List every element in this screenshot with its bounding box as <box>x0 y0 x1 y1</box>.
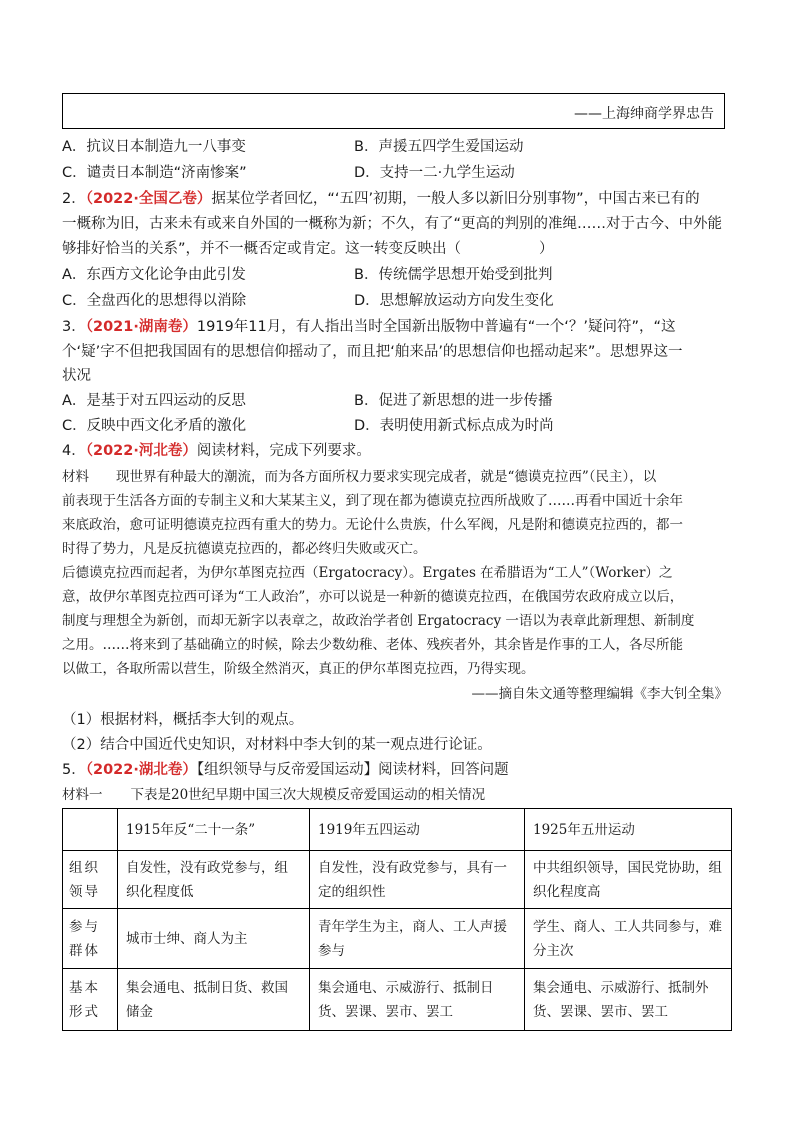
q5-header <box>62 758 509 779</box>
q3-option-c[interactable]: C．反映中西文化矛盾的激化 <box>62 418 247 434</box>
q3-option-a[interactable]: A．是基于对五四运动的反思 <box>62 393 246 409</box>
table-cell: 集会通电、示威游行、抵制日货、罢课、罢市、罢工 <box>310 969 525 1031</box>
q5-tag: 【组织领导与反帝爱国运动】阅读材料，回答问题 <box>196 762 509 778</box>
q2-source: （2022·全国乙卷） <box>85 191 212 207</box>
table-corner <box>63 809 118 851</box>
q4-header <box>62 439 371 460</box>
q3-line2: 个‘疑’字不但把我国固有的思想信仰摇动了，而且把‘舶来品’的思想信仰也摇动起来”。思想界这一 <box>62 344 683 360</box>
q3-number: 3． <box>62 319 86 335</box>
q2-option-a[interactable]: A．东西方文化论争由此引发 <box>62 267 246 283</box>
q1-option-b[interactable]: B．声援五四学生爱国运动 <box>354 139 524 155</box>
table-cell: 中共组织领导，国民党协助，组织化程度高 <box>525 851 732 909</box>
q3-option-d[interactable]: D．表明使用新式标点成为时尚 <box>354 418 554 434</box>
q3-line3: 状况 <box>62 368 91 384</box>
q5-material-label: 材料一 <box>62 787 103 803</box>
q2-text-1: 据某位学者回忆，“‘五四’初期，一般人多以新旧分别事物”，中国古来已有的 <box>211 191 700 207</box>
q4-material-line-3: 来底政治，愈可证明德谟克拉西有重大的势力。无论什么贵族，什么军阀，凡是附和德谟克拉西的，都一 <box>62 517 683 533</box>
q4-material-line-7: 制度与理想全为新创，而却无新字以表章之，故政治学者创 Ergatocracy 一语以为表章此新理想、新制度 <box>62 613 695 629</box>
quote-attribution: ——上海绅商学界忠告 <box>574 106 714 122</box>
q3-text-1: 1919年11月，有人指出当时全国新出版物中普遍有“一个‘？’疑问符”，“这 <box>196 319 676 335</box>
quote-box <box>62 93 725 129</box>
q2-line2: 一概称为旧，古来未有或来自外国的一概称为新；不久，有了“更高的判别的准绳……对于古今、中外能 <box>62 216 723 232</box>
q4-material-line-1: 材料 现世界有种最大的潮流，而为各方面所权力要求实现完成者，就是“德谟克拉西”（民主），以 <box>62 469 657 485</box>
q5-material-text: 下表是20世纪早期中国三次大规模反帝爱国运动的相关情况 <box>130 787 486 803</box>
q2-line1 <box>62 187 700 208</box>
q2-text-3: 够排好恰当的关系”，并不一概否定或肯定。这一转变反映出（ <box>62 241 462 257</box>
q3-line1 <box>62 315 675 336</box>
row-label: 基本 形式 <box>63 969 118 1031</box>
q4-number: 4． <box>62 443 86 459</box>
q4-attribution: ——摘自朱文通等整理编辑《李大钊全集》 <box>471 686 728 702</box>
q2-option-c[interactable]: C．全盘西化的思想得以消除 <box>62 293 247 309</box>
table-cell: 学生、商人、工人共同参与，难分主次 <box>525 909 732 969</box>
table-row <box>63 969 732 1031</box>
q3-option-b[interactable]: B．促进了新思想的进一步传播 <box>354 393 553 409</box>
table-cell: 集会通电、抵制日货、救国储金 <box>118 969 310 1031</box>
q4-requirement-1: （1）根据材料，概括李大钊的观点。 <box>62 712 304 728</box>
table-cell: 集会通电、示威游行、抵制外货、罢课、罢市、罢工 <box>525 969 732 1031</box>
q5-material-intro <box>62 783 485 803</box>
q2-number: 2． <box>62 191 86 207</box>
q1-option-a[interactable]: A．抗议日本制造九一八事变 <box>62 139 246 155</box>
q2-paren-close: ） <box>539 241 554 257</box>
q2-line3 <box>62 237 554 258</box>
movements-table <box>62 808 732 1031</box>
q4-material-line-9: 以做工，各取所需以营生，阶级全然消灭，真正的伊尔革图克拉西，乃得实现。 <box>62 661 535 677</box>
table-header-1919: 1919年五四运动 <box>310 809 525 851</box>
q1-option-c[interactable]: C．谴责日本制造“济南惨案” <box>62 165 247 181</box>
table-cell: 城市士绅、商人为主 <box>118 909 310 969</box>
q5-number: 5． <box>62 762 86 778</box>
q5-source: （2022·湖北卷） <box>85 762 197 778</box>
q4-material-line-2: 前表现于生活各方面的专制主义和大某某主义，到了现在都为德谟克拉西所战败了……再看中国近十余年 <box>62 493 683 509</box>
table-header-row <box>63 809 732 851</box>
table-cell: 青年学生为主，商人、工人声援参与 <box>310 909 525 969</box>
q2-option-d[interactable]: D．思想解放运动方向发生变化 <box>354 293 554 309</box>
q4-material-line-8: 之用。……将来到了基础确立的时候，除去少数幼稚、老体、残疾者外，其余皆是作事的工人，各尽所能 <box>62 637 683 653</box>
table-cell: 自发性，没有政党参与，组织化程度低 <box>118 851 310 909</box>
q4-source: （2022·河北卷） <box>85 443 197 459</box>
table-row <box>63 851 732 909</box>
table-cell: 自发性，没有政党参与，具有一定的组织性 <box>310 851 525 909</box>
row-label: 组织 领导 <box>63 851 118 909</box>
q1-option-d[interactable]: D．支持一二·九学生运动 <box>354 165 515 181</box>
row-label: 参与 群体 <box>63 909 118 969</box>
q4-material-line-6: 意，故伊尔革图克拉西可译为“工人政治”，亦可以说是一种新的德谟克拉西，在俄国劳农政府成立以后， <box>62 589 684 605</box>
table-header-1925: 1925年五卅运动 <box>525 809 732 851</box>
q4-requirement-2: （2）结合中国近代史知识，对材料中李大钊的某一观点进行论证。 <box>62 737 492 753</box>
q4-material-line-4: 时得了势力，凡是反抗德谟克拉西的，都必终归失败或灭亡。 <box>62 541 427 557</box>
q3-source: （2021·湖南卷） <box>85 319 197 335</box>
q4-material-line-5: 后德谟克拉西而起者，为伊尔革图克拉西（Ergatocracy）。Ergates 在希腊语为“工人”（Worker）之 <box>62 565 673 581</box>
table-row <box>63 909 732 969</box>
table-header-1915: 1915年反“二十一条” <box>118 809 310 851</box>
q4-intro: 阅读材料，完成下列要求。 <box>196 443 371 459</box>
q2-option-b[interactable]: B．传统儒学思想开始受到批判 <box>354 267 553 283</box>
